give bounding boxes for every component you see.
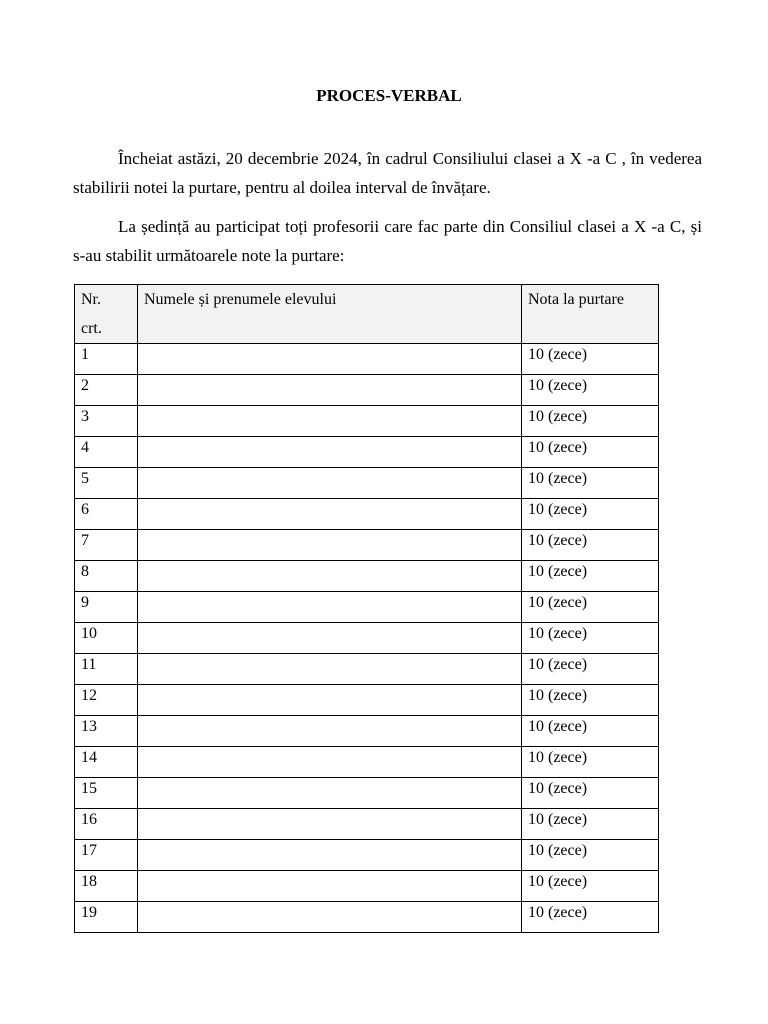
row-number-cell: 12: [75, 685, 138, 716]
grades-table: [74, 284, 659, 933]
table-header: [75, 285, 659, 344]
table-row: [75, 747, 659, 778]
row-number-cell: 14: [75, 747, 138, 778]
conduct-grade-cell: 10 (zece): [522, 530, 659, 561]
row-number-cell: 2: [75, 375, 138, 406]
table-row: [75, 375, 659, 406]
student-name-cell: [138, 778, 522, 809]
row-number-cell: 10: [75, 623, 138, 654]
student-name-cell: [138, 375, 522, 406]
student-name-cell: [138, 716, 522, 747]
student-name-cell: [138, 902, 522, 933]
row-number-cell: 9: [75, 592, 138, 623]
conduct-grade-cell: 10 (zece): [522, 871, 659, 902]
row-number-cell: 15: [75, 778, 138, 809]
student-name-cell: [138, 623, 522, 654]
student-name-cell: [138, 809, 522, 840]
conduct-grade-cell: 10 (zece): [522, 778, 659, 809]
table-body: [75, 344, 659, 933]
table-row: [75, 344, 659, 375]
student-name-cell: [138, 406, 522, 437]
conduct-grade-cell: 10 (zece): [522, 592, 659, 623]
intro-paragraph: Încheiat astăzi, 20 decembrie 2024, în cadrul Consiliului clasei a X -a C , în vederea stabilirii notei la purtare, pentru al doilea interval de învățare.: [73, 149, 702, 197]
student-name-cell: [138, 592, 522, 623]
conduct-grade-cell: 10 (zece): [522, 654, 659, 685]
participants-paragraph: La ședință au participat toți profesorii care fac parte din Consiliul clasei a X -a C, și s-au stabilit următoarele note la purtare:: [73, 217, 702, 265]
student-name-cell: [138, 344, 522, 375]
row-number-cell: 17: [75, 840, 138, 871]
table-row: [75, 902, 659, 933]
student-name-cell: [138, 499, 522, 530]
table-row: [75, 716, 659, 747]
row-number-cell: 16: [75, 809, 138, 840]
table-row: [75, 809, 659, 840]
header-conduct-grade: Nota la purtare: [522, 285, 659, 344]
table-row: [75, 685, 659, 716]
table-row: [75, 778, 659, 809]
table-row: [75, 623, 659, 654]
header-nr-line2: crt.: [81, 320, 102, 337]
student-name-cell: [138, 468, 522, 499]
table-row: [75, 654, 659, 685]
conduct-grade-cell: 10 (zece): [522, 716, 659, 747]
row-number-cell: 18: [75, 871, 138, 902]
student-name-cell: [138, 871, 522, 902]
student-name-cell: [138, 530, 522, 561]
table-row: [75, 561, 659, 592]
row-number-cell: 11: [75, 654, 138, 685]
table-row: [75, 592, 659, 623]
conduct-grade-cell: 10 (zece): [522, 902, 659, 933]
table-row: [75, 499, 659, 530]
header-nr-crt: [75, 285, 138, 344]
row-number-cell: 4: [75, 437, 138, 468]
conduct-grade-cell: 10 (zece): [522, 561, 659, 592]
student-name-cell: [138, 561, 522, 592]
header-nr-line1: Nr.: [81, 291, 101, 308]
table-row: [75, 437, 659, 468]
table-row: [75, 871, 659, 902]
conduct-grade-cell: 10 (zece): [522, 747, 659, 778]
row-number-cell: 6: [75, 499, 138, 530]
student-name-cell: [138, 685, 522, 716]
row-number-cell: 8: [75, 561, 138, 592]
student-name-cell: [138, 840, 522, 871]
table-header-row: [75, 285, 659, 344]
row-number-cell: 13: [75, 716, 138, 747]
row-number-cell: 3: [75, 406, 138, 437]
conduct-grade-cell: 10 (zece): [522, 344, 659, 375]
conduct-grade-cell: 10 (zece): [522, 623, 659, 654]
row-number-cell: 1: [75, 344, 138, 375]
conduct-grade-cell: 10 (zece): [522, 406, 659, 437]
conduct-grade-cell: 10 (zece): [522, 468, 659, 499]
student-name-cell: [138, 437, 522, 468]
row-number-cell: 19: [75, 902, 138, 933]
row-number-cell: 7: [75, 530, 138, 561]
student-name-cell: [138, 747, 522, 778]
table-row: [75, 406, 659, 437]
conduct-grade-cell: 10 (zece): [522, 375, 659, 406]
table-row: [75, 840, 659, 871]
conduct-grade-cell: 10 (zece): [522, 499, 659, 530]
row-number-cell: 5: [75, 468, 138, 499]
conduct-grade-cell: 10 (zece): [522, 685, 659, 716]
header-student-name: Numele și prenumele elevului: [138, 285, 522, 344]
document-title: PROCES-VERBAL: [316, 86, 462, 105]
table-row: [75, 530, 659, 561]
conduct-grade-cell: 10 (zece): [522, 809, 659, 840]
conduct-grade-cell: 10 (zece): [522, 437, 659, 468]
table-row: [75, 468, 659, 499]
student-name-cell: [138, 654, 522, 685]
conduct-grade-cell: 10 (zece): [522, 840, 659, 871]
